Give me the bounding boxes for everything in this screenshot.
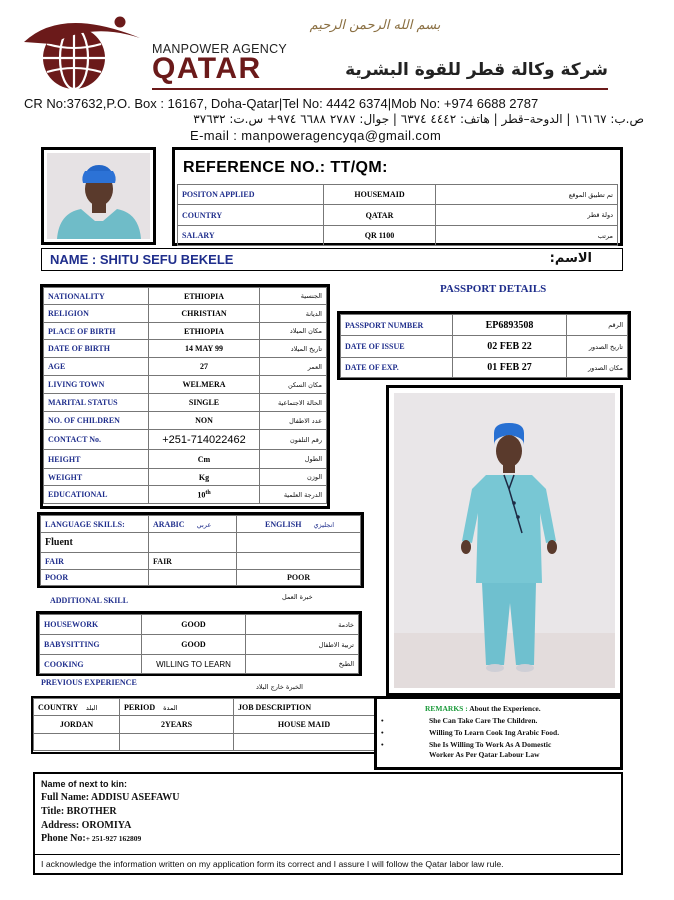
- personal-field-label: WEIGHT: [44, 469, 149, 486]
- job-column-header: JOB DESCRIPTION: [234, 699, 375, 716]
- period-column-arabic: المدة: [163, 703, 178, 712]
- kin-divider: [35, 854, 620, 855]
- candidate-name: NAME : SHITU SEFU BEKELE: [50, 252, 234, 267]
- housework-arabic: خادمة: [246, 615, 359, 635]
- personal-row: [44, 394, 327, 412]
- expiry-date-arabic: مكان الصدور: [567, 358, 628, 378]
- additional-skill-table: [39, 614, 359, 674]
- personal-field-arabic: الديانة: [260, 305, 327, 323]
- arabic-column-header: [149, 516, 237, 533]
- personal-field-value: WELMERA: [149, 376, 260, 394]
- reference-row-country: [178, 205, 618, 226]
- salary-label: SALARY: [178, 226, 324, 246]
- ordinal-suffix: th: [205, 489, 211, 496]
- personal-details-table: [43, 287, 327, 504]
- personal-field-value: ETHIOPIA: [149, 288, 260, 305]
- passport-number-value: EP6893508: [453, 315, 567, 336]
- personal-field-value: +251-714022462: [149, 430, 260, 450]
- position-arabic: تم تطبيق الموقع: [436, 185, 618, 205]
- cooking-value: WILLING TO LEARN: [142, 655, 246, 674]
- reference-box: [172, 147, 623, 246]
- arabic-column-arabic: عربي: [196, 520, 212, 529]
- cooking-arabic: الطبخ: [246, 655, 359, 674]
- personal-row: [44, 305, 327, 323]
- reference-table: [177, 184, 618, 246]
- passport-row: [341, 336, 628, 358]
- name-arabic-label: الاسم:: [549, 251, 592, 266]
- full-photo-frame: [386, 385, 623, 696]
- babysitting-arabic: تربية الاطفال: [246, 635, 359, 655]
- previous-experience-box: [31, 696, 377, 754]
- agency-big-title: QATAR: [152, 52, 262, 85]
- personal-field-arabic: مكان الميلاد: [260, 323, 327, 340]
- country-label: COUNTRY: [178, 205, 324, 226]
- language-row-fair: [41, 553, 361, 570]
- arabic-column-label: ARABIC: [153, 519, 185, 529]
- personal-details-box: [40, 284, 330, 509]
- name-bar: [41, 248, 623, 271]
- previous-period: 2YEARS: [120, 716, 234, 734]
- header-rule: [152, 88, 608, 90]
- passport-details-title: PASSPORT DETAILS: [440, 283, 547, 295]
- personal-field-value: 14 MAY 99: [149, 340, 260, 358]
- personal-field-label: HEIGHT: [44, 450, 149, 469]
- previous-job: HOUSE MAID: [234, 716, 375, 734]
- personal-field-label: EDUCATIONAL: [44, 486, 149, 504]
- personal-field-arabic: العمر: [260, 358, 327, 376]
- personal-row: [44, 358, 327, 376]
- basmala-calligraphy: بسم الله الرحمن الرحيم: [309, 18, 441, 33]
- remarks-item: • She Is Willing To Work As A Domestic Worker As Per Qatar Labour Law: [381, 740, 552, 759]
- language-row-poor: [41, 570, 361, 586]
- fair-english: [237, 553, 361, 570]
- previous-experience-arabic: الخبرة خارج البلاد: [256, 683, 303, 691]
- acknowledgement-text: I acknowledge the information written on my application form its correct and I assure I will follow the Qatar labor law rule.: [41, 859, 504, 869]
- passport-row: [341, 358, 628, 378]
- personal-field-value: ETHIOPIA: [149, 323, 260, 340]
- reference-number-title: REFERENCE NO.: TT/QM:: [183, 159, 388, 176]
- salary-value: QR 1100: [324, 226, 436, 246]
- passport-row: [341, 315, 628, 336]
- kin-address: Address: OROMIYA: [41, 820, 132, 831]
- personal-field-arabic: الطول: [260, 450, 327, 469]
- remarks-box: [374, 696, 623, 770]
- skill-row: [40, 615, 359, 635]
- housework-label: HOUSEWORK: [40, 615, 142, 635]
- bullet-icon: •: [381, 740, 384, 749]
- bullet-icon: •: [381, 728, 384, 737]
- personal-field-arabic: تاريخ الميلاد: [260, 340, 327, 358]
- language-header-row: [41, 516, 361, 533]
- kin-phone-label: Phone No:: [41, 833, 86, 844]
- header: [0, 0, 674, 145]
- remarks-list: [381, 716, 619, 760]
- remarks-label: REMARKS :: [425, 704, 468, 713]
- poor-english: POOR: [237, 570, 361, 586]
- previous-period: [120, 734, 234, 751]
- personal-field-label: NATIONALITY: [44, 288, 149, 305]
- fair-arabic: FAIR: [149, 553, 237, 570]
- babysitting-label: BABYSITTING: [40, 635, 142, 655]
- email-line: E-mail : manpoweragencyqa@gmail.com: [190, 128, 442, 143]
- previous-experience-table: [33, 698, 375, 751]
- personal-field-label: LIVING TOWN: [44, 376, 149, 394]
- personal-row: [44, 430, 327, 450]
- personal-field-label: AGE: [44, 358, 149, 376]
- remarks-item: • She Can Take Care The Children.: [381, 716, 538, 725]
- reference-row-position: [178, 185, 618, 205]
- poor-label: POOR: [41, 570, 149, 586]
- position-label: POSITON APPLIED: [178, 185, 324, 205]
- country-arabic: دولة قطر: [436, 205, 618, 226]
- personal-field-label: DATE OF BIRTH: [44, 340, 149, 358]
- previous-country: JORDAN: [34, 716, 120, 734]
- additional-skill-arabic: خبرة العمل: [282, 593, 313, 601]
- position-value: HOUSEMAID: [324, 185, 436, 205]
- personal-field-value: 27: [149, 358, 260, 376]
- additional-skill-title: ADDITIONAL SKILL: [50, 596, 129, 605]
- fair-label: FAIR: [41, 553, 149, 570]
- expiry-date-label: DATE OF EXP.: [341, 358, 453, 378]
- poor-arabic: [149, 570, 237, 586]
- language-skills-label: LANGUAGE SKILLS:: [41, 516, 149, 533]
- personal-field-arabic: الوزن: [260, 469, 327, 486]
- kin-phone-line: [41, 833, 141, 844]
- previous-experience-title: PREVIOUS EXPERIENCE: [41, 678, 137, 687]
- kin-full-name: Full Name: ADDISU ASEFAWU: [41, 792, 180, 803]
- personal-field-value: NON: [149, 412, 260, 430]
- personal-row: [44, 486, 327, 504]
- next-of-kin-box: [33, 772, 623, 875]
- personal-field-value: CHRISTIAN: [149, 305, 260, 323]
- full-body-photo: [394, 393, 615, 688]
- skill-row: [40, 635, 359, 655]
- personal-row: [44, 412, 327, 430]
- personal-field-value: Cm: [149, 450, 260, 469]
- personal-field-arabic: مكان السكن: [260, 376, 327, 394]
- previous-row: [34, 716, 375, 734]
- cooking-label: COOKING: [40, 655, 142, 674]
- small-portrait-photo: [47, 153, 150, 239]
- personal-field-arabic: الحالة الاجتماعية: [260, 394, 327, 412]
- previous-row: [34, 734, 375, 751]
- personal-field-label: NO. OF CHILDREN: [44, 412, 149, 430]
- period-column-label: PERIOD: [124, 702, 156, 712]
- personal-row: [44, 288, 327, 305]
- fluent-english: [237, 533, 361, 553]
- country-value: QATAR: [324, 205, 436, 226]
- personal-row: [44, 376, 327, 394]
- expiry-date-value: 01 FEB 27: [453, 358, 567, 378]
- babysitting-value: GOOD: [142, 635, 246, 655]
- country-column-arabic: البلد: [85, 703, 98, 712]
- period-column-header: [120, 699, 234, 716]
- english-column-header: [237, 516, 361, 533]
- personal-field-value: SINGLE: [149, 394, 260, 412]
- previous-header-row: [34, 699, 375, 716]
- personal-row: [44, 450, 327, 469]
- globe-logo-icon: [22, 12, 144, 92]
- kin-title-line: Title: BROTHER: [41, 806, 117, 817]
- personal-row: [44, 469, 327, 486]
- issue-date-label: DATE OF ISSUE: [341, 336, 453, 358]
- remarks-heading-line: [425, 704, 541, 713]
- reference-row-salary: [178, 226, 618, 246]
- personal-field-label: RELIGION: [44, 305, 149, 323]
- previous-job: [234, 734, 375, 751]
- issue-date-value: 02 FEB 22: [453, 336, 567, 358]
- bullet-icon: •: [381, 716, 384, 725]
- contact-line-english: CR No:37632,P.O. Box : 16167, Doha-Qatar|Tel No: 4442 6374|Mob No: +974 6688 2787: [24, 96, 539, 111]
- personal-row: [44, 340, 327, 358]
- contact-line-arabic: ص.ب: ١٦١٦٧ | الدوحة–قطر | هاتف: ٤٤٤٢ ٦٣٧٤ | جوال: ٢٧٨٧ ٦٦٨٨ ٩٧٤+ س.ت: ٣٧٦٣٢: [193, 112, 644, 126]
- country-column-label: COUNTRY: [38, 702, 78, 712]
- small-photo-frame: [41, 147, 156, 245]
- personal-field-arabic: الدرجة العلمية: [260, 486, 327, 504]
- english-column-arabic: انجليزي: [313, 520, 335, 529]
- housework-value: GOOD: [142, 615, 246, 635]
- personal-field-arabic: رقم التلفون: [260, 430, 327, 450]
- passport-number-arabic: الرقم: [567, 315, 628, 336]
- remarks-heading: About the Experience.: [469, 704, 541, 713]
- language-row-fluent: [41, 533, 361, 553]
- kin-phone-value: + 251-927 162809: [85, 834, 142, 843]
- personal-row: [44, 323, 327, 340]
- language-table: [40, 515, 361, 586]
- previous-country: [34, 734, 120, 751]
- personal-field-value: 10th: [149, 486, 260, 504]
- additional-skill-box: [36, 611, 362, 676]
- remarks-item: • Willing To Learn Cook Ing Arabic Food.: [381, 728, 560, 737]
- fluent-label: Fluent: [41, 533, 149, 553]
- language-skills-box: [37, 512, 364, 588]
- passport-box: [337, 311, 631, 380]
- kin-title: Name of next to kin:: [41, 779, 128, 789]
- country-column-header: [34, 699, 120, 716]
- passport-table: [340, 314, 628, 378]
- fluent-arabic: [149, 533, 237, 553]
- passport-number-label: PASSPORT NUMBER: [341, 315, 453, 336]
- salary-arabic: مرتب: [436, 226, 618, 246]
- personal-field-label: PLACE OF BIRTH: [44, 323, 149, 340]
- personal-field-label: CONTACT No.: [44, 430, 149, 450]
- english-column-label: ENGLISH: [265, 519, 302, 529]
- personal-field-arabic: عدد الاطفال: [260, 412, 327, 430]
- agency-small-title: MANPOWER AGENCY: [152, 42, 288, 56]
- personal-field-arabic: الجنسية: [260, 288, 327, 305]
- skill-row: [40, 655, 359, 674]
- issue-date-arabic: تاريخ الصدور: [567, 336, 628, 358]
- personal-field-label: MARITAL STATUS: [44, 394, 149, 412]
- agency-arabic-title: شركة وكالة قطر للقوة البشرية: [345, 60, 608, 80]
- personal-field-value: Kg: [149, 469, 260, 486]
